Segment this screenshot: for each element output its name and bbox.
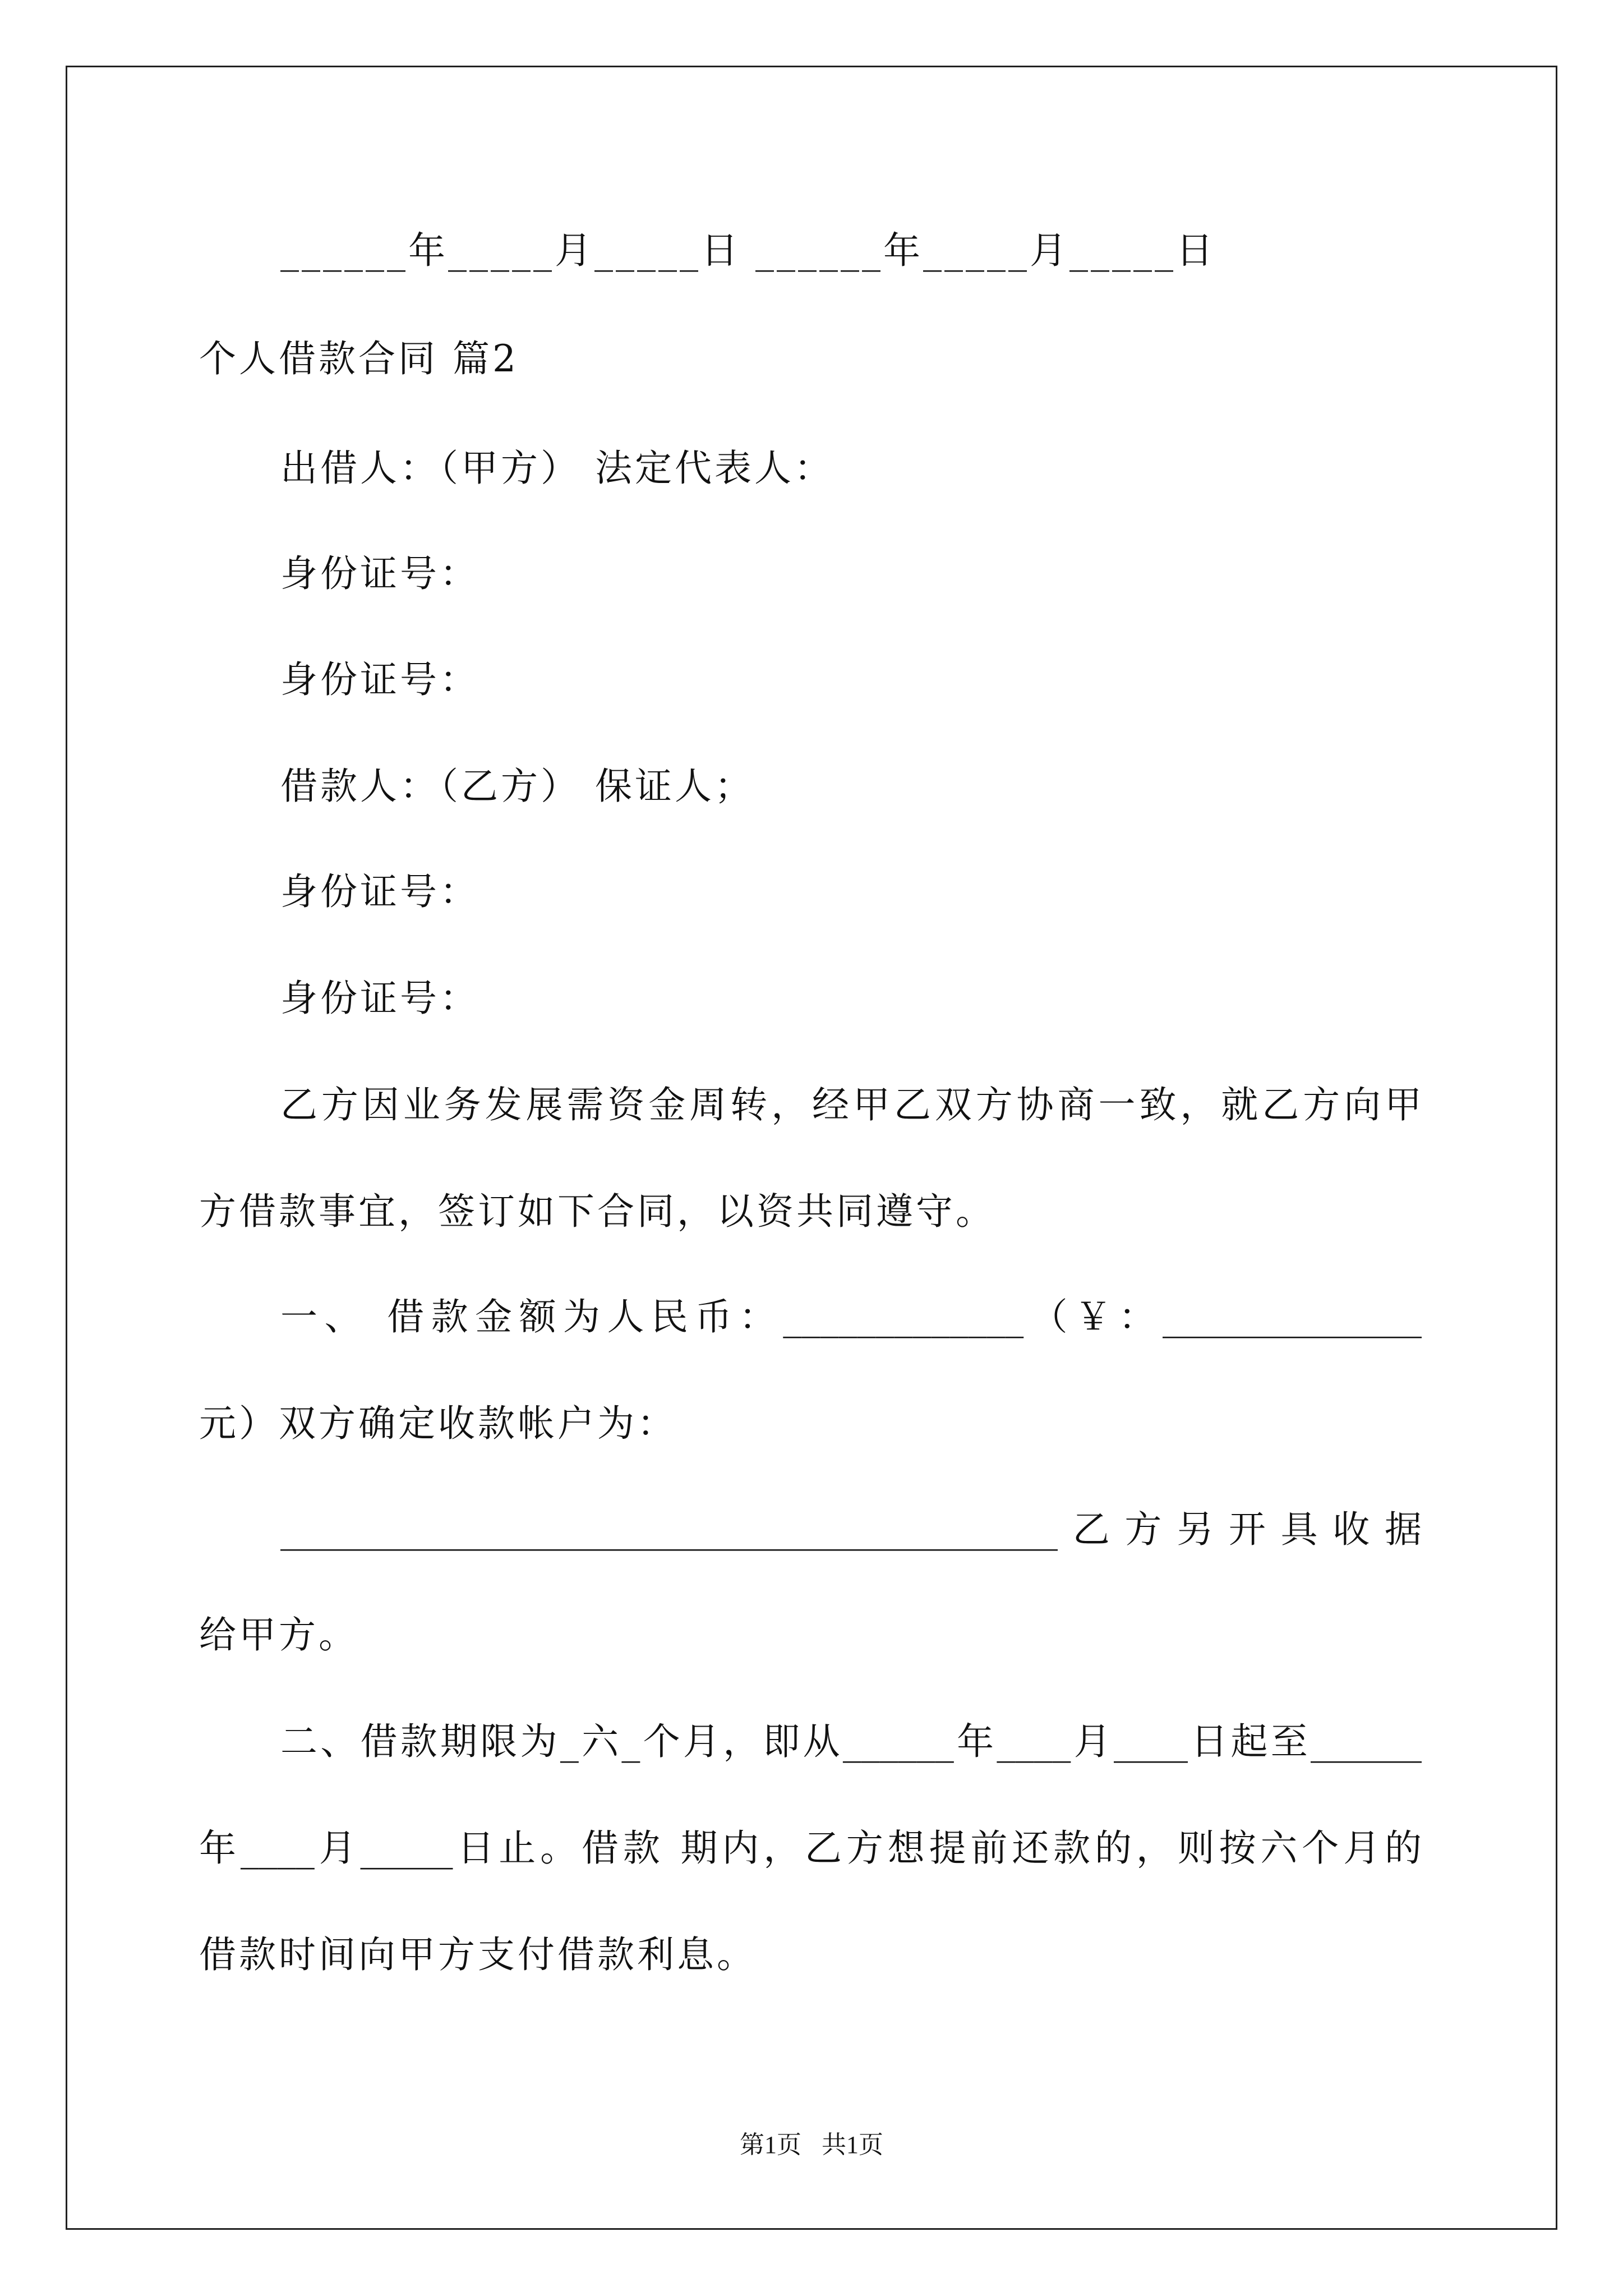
receipt-line-end: 给甲方。 (199, 1613, 358, 1657)
term-line: 二、借款期限为_六_个月，即从______年____月____日起至______ (280, 1720, 1422, 1763)
lender-line: 出借人：（甲方） 法定代表人： (280, 447, 834, 490)
page-number: 第1页 (740, 2131, 801, 2159)
date-line: ______年_____月_____日 ______年_____月_____日 (280, 229, 1216, 272)
term-line-end: 借款时间向甲方支付借款利息。 (199, 1933, 757, 1976)
borrower-line: 借款人：（乙方） 保证人； (280, 765, 754, 808)
page-border (66, 66, 1557, 2230)
id-number-line: 身份证号： (280, 552, 479, 595)
term-line: 年____月_____日止。借款 期内，乙方想提前还款的，则按六个月的 (199, 1826, 1422, 1870)
id-number-line: 身份证号： (280, 977, 479, 1020)
paragraph-line: 方借款事宜，签订如下合同，以资共同遵守。 (199, 1190, 995, 1233)
account-line: 元）双方确定收款帐户为： (199, 1402, 677, 1445)
id-number-line: 身份证号： (280, 658, 479, 701)
loan-amount-line: 一、 借款金额为人民币：_____________（￥：______________ (280, 1295, 1422, 1338)
page-footer (0, 2130, 1623, 2160)
section-title: 个人借款合同 篇2 (199, 337, 519, 380)
page-total: 共1页 (822, 2131, 883, 2159)
paragraph-line: 乙方因业务发展需资金周转，经甲乙双方协商一致，就乙方向甲 (280, 1083, 1422, 1126)
receipt-line: __________________________________________乙方另开具收据 (280, 1508, 1422, 1551)
id-number-line: 身份证号： (280, 870, 479, 913)
